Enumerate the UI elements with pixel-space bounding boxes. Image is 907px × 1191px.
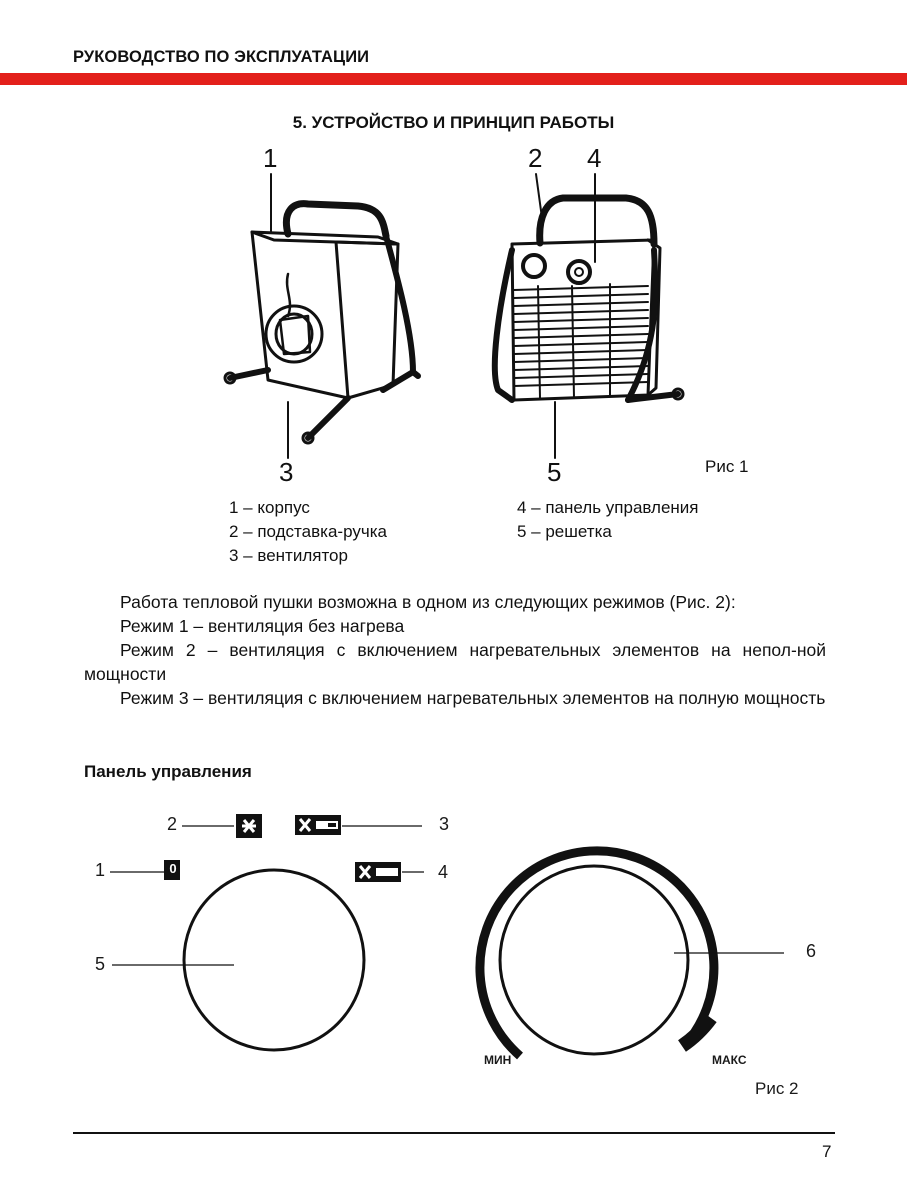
mode-knob[interactable] (184, 870, 364, 1050)
paragraph: Режим 3 – вентиляция с включением нагревательных элементов на полную мощность (120, 688, 826, 708)
callout-5: 5 (547, 457, 562, 487)
thermostat-knob[interactable] (500, 866, 688, 1054)
panel-callout-1: 1 (95, 860, 106, 880)
figure-1 (208, 140, 768, 490)
legend-item: 4 – панель управления (517, 498, 699, 517)
heater-front-view (495, 198, 683, 400)
legend-item: 2 – подставка-ручка (229, 522, 387, 541)
control-panel-title: Панель управления (84, 762, 252, 781)
fan-icon (236, 814, 262, 838)
legend-item: 3 – вентилятор (229, 546, 348, 565)
panel-callout-6: 6 (806, 941, 817, 961)
section-title: 5. УСТРОЙСТВО И ПРИНЦИП РАБОТЫ (292, 113, 615, 132)
callout-1: 1 (263, 143, 278, 173)
paragraph: Режим 2 – вентиляция с включением нагревательных элементов на непол-ной мощности (84, 640, 826, 684)
modes-description (84, 590, 826, 710)
paragraph: Работа тепловой пушки возможна в одном из следующих режимов (Рис. 2): (120, 592, 736, 612)
panel-callout-5: 5 (95, 954, 106, 974)
panel-callout-3: 3 (439, 814, 450, 834)
manual-header-title: РУКОВОДСТВО ПО ЭКСПЛУАТАЦИИ (73, 48, 370, 66)
panel-callout-4: 4 (438, 862, 449, 882)
paragraph: Режим 1 – вентиляция без нагрева (120, 616, 405, 636)
legend-left (229, 496, 387, 568)
figure-2-caption: Рис 2 (755, 1079, 799, 1098)
fan-full-heat-icon (355, 862, 401, 882)
figure-2 (84, 806, 829, 1111)
callout-2: 2 (528, 143, 543, 173)
page-number: 7 (822, 1142, 832, 1161)
heater-illustrations (208, 140, 768, 485)
panel-callout-2: 2 (167, 814, 178, 834)
fan-half-heat-icon (295, 815, 341, 835)
callout-3: 3 (279, 457, 294, 487)
figure-1-caption: Рис 1 (705, 457, 749, 476)
off-symbol: 0 (169, 861, 177, 876)
footer-divider (73, 1132, 835, 1134)
max-label: МАКС (712, 1053, 747, 1067)
header-red-bar (0, 73, 907, 85)
legend-item: 1 – корпус (229, 498, 310, 517)
callout-4: 4 (587, 143, 602, 173)
min-label: МИН (484, 1053, 512, 1067)
legend-right (517, 496, 699, 544)
heater-side-view (225, 204, 418, 443)
legend-item: 5 – решетка (517, 522, 612, 541)
